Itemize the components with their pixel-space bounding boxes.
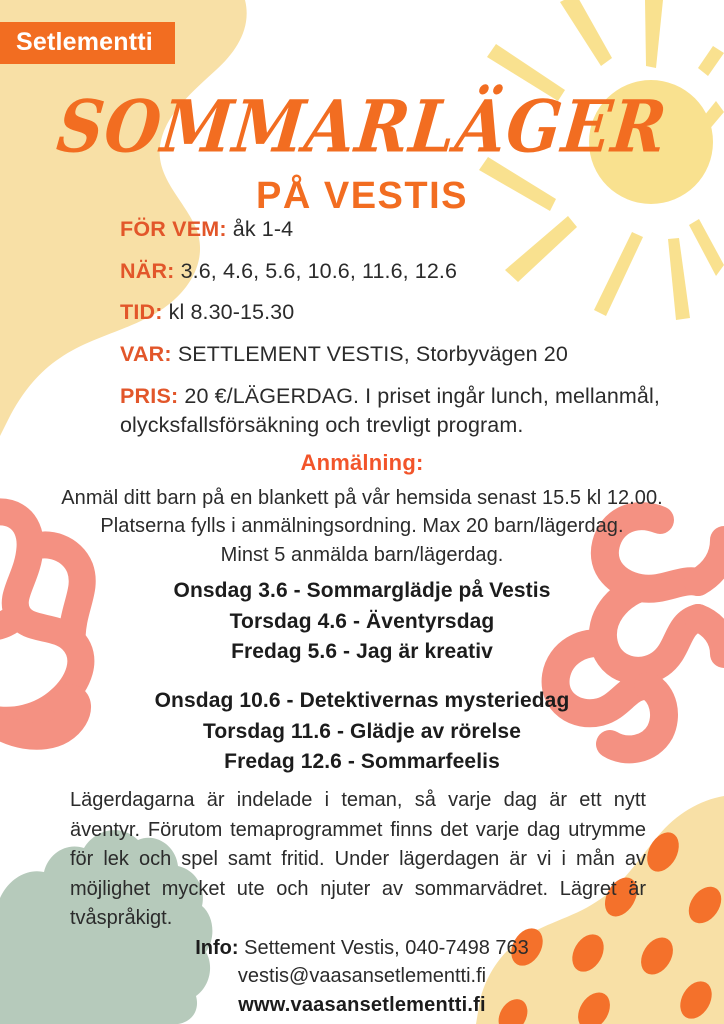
registration-line: Platserna fylls i anmälningsordning. Max 20 barn/lägerdag. (100, 515, 624, 538)
title-subtitle: PÅ VESTIS (256, 175, 468, 217)
schedule-line: Onsdag 10.6 - Detektivernas mysteriedag (154, 688, 570, 712)
info-value: SETTLEMENT VESTIS, Storbyvägen 20 (171, 341, 568, 366)
info-label: TID: (120, 300, 163, 325)
schedule-section (40, 576, 684, 778)
footer-website[interactable]: www.vaasansetlementti.fi (238, 993, 486, 1016)
title-main: SOMMARLÄGER (53, 85, 671, 170)
logo-text: Setlementti (16, 28, 153, 56)
registration-heading: Anmälning: (300, 450, 424, 475)
footer-email[interactable]: vestis@vaasansetlementti.fi (237, 965, 487, 988)
info-row-pris (120, 382, 700, 441)
info-row-tid (120, 298, 700, 328)
description-paragraph: Lägerdagarna är indelade i teman, så varje dag är ett nytt äventyr. Förutom temaprogrammet finns det varje dag utrymme för lek och spel samt fritid. Under lägerdagen är vi i mån av möjlighet mycket ute och njuter av sommarvädret. Lägret är tvåspråkigt. (70, 789, 646, 930)
footer-contact (40, 934, 684, 1019)
info-value: 20 €/LÄGERDAG. I priset ingår lunch, mellanmål, olycksfallsförsäkning och trevligt program. (120, 383, 660, 438)
registration-line: Anmäl ditt barn på en blankett på vår hemsida senast 15.5 kl 12.00. (61, 487, 663, 509)
info-value: åk 1-4 (226, 217, 294, 241)
info-label: PRIS: (120, 383, 179, 408)
info-value: 3.6, 4.6, 5.6, 10.6, 11.6, 12.6 (174, 258, 458, 283)
info-label: VAR: (120, 341, 172, 366)
schedule-line: Fredag 5.6 - Jag är kreativ (231, 640, 493, 664)
info-row-for-vem (120, 215, 700, 245)
schedule-line: Fredag 12.6 - Sommarfeelis (224, 750, 500, 774)
schedule-line: Onsdag 3.6 - Sommarglädje på Vestis (173, 579, 551, 602)
info-row-var (120, 340, 700, 370)
info-label: NÄR: (120, 258, 175, 283)
registration-line: Minst 5 anmälda barn/lägerdag. (220, 543, 504, 566)
schedule-week-1 (40, 576, 684, 668)
info-row-nar (120, 257, 700, 287)
schedule-line: Torsdag 4.6 - Äventyrsdag (229, 609, 495, 633)
info-label: FÖR VEM: (120, 217, 227, 241)
logo-badge (0, 22, 175, 64)
poster-title (0, 85, 724, 217)
info-value: kl 8.30-15.30 (162, 300, 295, 325)
footer-info-label: Info: (195, 937, 239, 959)
info-list (120, 215, 700, 453)
schedule-line: Torsdag 11.6 - Glädje av rörelse (203, 719, 521, 743)
footer-info-value: Settement Vestis, 040-7498 763 (238, 937, 529, 959)
schedule-week-2 (40, 686, 684, 778)
registration-section (40, 450, 684, 569)
footer-info-line (40, 934, 684, 962)
